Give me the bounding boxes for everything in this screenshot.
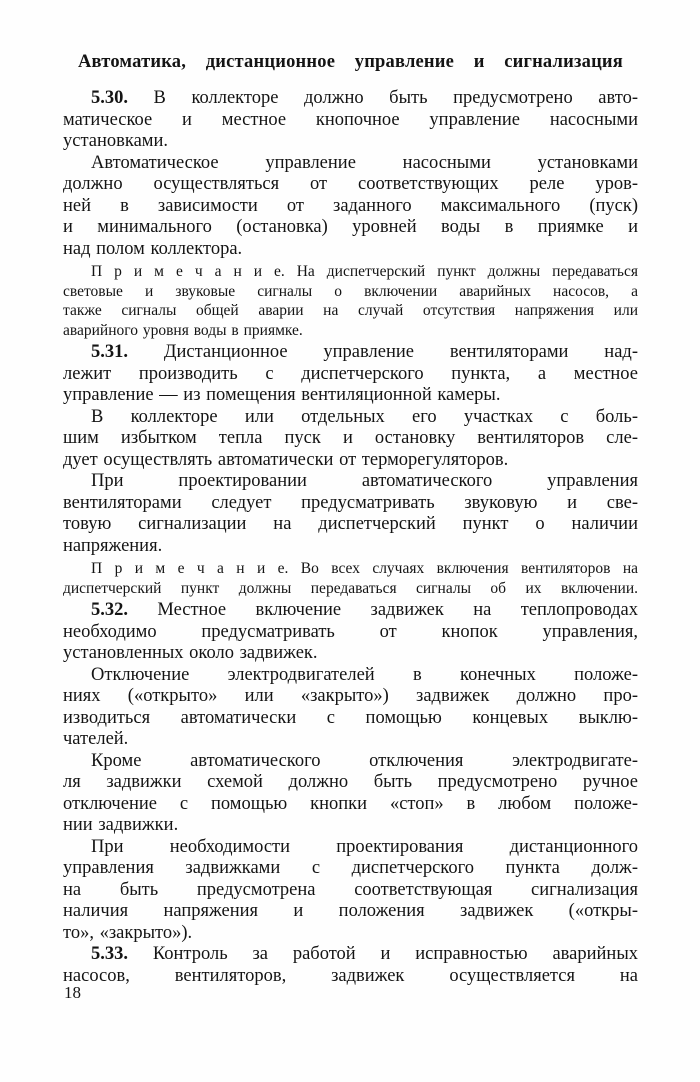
- text-line: 5.33. Контроль за работой и исправностью аварийных: [91, 944, 638, 964]
- text-line: матическое и местное кнопочное управление насосными: [63, 109, 638, 130]
- text-line: чателей.: [63, 729, 129, 749]
- text-line: должно осуществляться от соответствующих реле уров-: [63, 174, 638, 194]
- text-line: нии задвижки.: [63, 815, 179, 835]
- text-line: изводиться автоматически с помощью концевых выклю-: [63, 707, 638, 728]
- text-line: наличия напряжения и положения задвижек («откры-: [63, 901, 638, 921]
- body-paragraph: [63, 88, 638, 153]
- text-line: насосов, вентиляторов, задвижек осуществляется на: [63, 965, 638, 986]
- text-line: Отключение электродвигателей в конечных положе-: [91, 664, 638, 685]
- note-paragraph: [63, 559, 638, 598]
- body-paragraph: [63, 471, 638, 557]
- text-line: ней в зависимости от заданного максимального (пуск): [63, 195, 638, 216]
- text-line: шим избытком тепла пуск и остановку вентиляторов сле-: [63, 428, 638, 448]
- note-paragraph: [63, 262, 638, 340]
- body-paragraph: [63, 751, 638, 837]
- text-line: установленных около задвижек.: [63, 643, 318, 663]
- body-paragraph: [63, 407, 638, 472]
- text-line: Кроме автоматического отключения электродвигате-: [91, 750, 638, 771]
- body-paragraph: [63, 665, 638, 751]
- text-line: напряжения.: [63, 535, 163, 556]
- text-line: вентиляторами следует предусматривать звуковую и све-: [63, 492, 638, 513]
- text-line: то», «закрыто»).: [63, 922, 193, 943]
- text-line: 5.32. Местное включение задвижек на теплопроводах: [91, 600, 638, 620]
- text-line: над полом коллектора.: [63, 238, 243, 259]
- page-number: 18: [64, 983, 81, 1002]
- text-line: При проектировании автоматического управления: [91, 471, 638, 491]
- page-content: [63, 50, 638, 987]
- section-heading: Автоматика, дистанционное управление и сигнализация: [78, 52, 623, 72]
- clause-number: 5.30.: [91, 88, 128, 108]
- text-line: необходимо предусматривать от кнопок управления,: [63, 621, 638, 642]
- text-line: В коллекторе или отдельных его участках с боль-: [91, 406, 638, 427]
- text-line: отключение с помощью кнопки «стоп» в любом положе-: [63, 793, 638, 814]
- clause-number: 5.31.: [91, 342, 128, 362]
- text-line: диспетчерский пункт должны передаваться сигналы об их включении.: [63, 579, 638, 597]
- text-line: управления задвижками с диспетчерского пункта долж-: [63, 858, 638, 878]
- text-line: аварийного уровня воды в приямке.: [63, 321, 303, 339]
- text-line: Автоматическое управление насосными установками: [91, 152, 638, 173]
- clause-number: 5.33.: [91, 944, 128, 964]
- text-line: лежит производить с диспетчерского пункта, а местное: [63, 363, 638, 384]
- text-line: П р и м е ч а н и е. На диспетчерский пункт должны передаваться: [91, 263, 638, 280]
- text-line: товую сигнализации на диспетчерский пункт о наличии: [63, 514, 638, 534]
- text-line: и минимального (остановка) уровней воды в приямке и: [63, 217, 638, 237]
- text-line: ля задвижки схемой должно быть предусмотрено ручное: [63, 772, 638, 792]
- body-paragraph: [63, 153, 638, 261]
- text-line: П р и м е ч а н и е. Во всех случаях включения вентиляторов на: [91, 560, 638, 577]
- body-paragraph: [63, 342, 638, 407]
- text-line: 5.31. Дистанционное управление вентиляторами над-: [91, 342, 638, 362]
- text-line: также сигналы общей аварии на случай отсутствия напряжения или: [63, 302, 638, 319]
- clause-number: 5.32.: [91, 600, 128, 620]
- body-paragraph: [63, 600, 638, 665]
- text-line: дует осуществлять автоматически от терморегуляторов.: [63, 449, 509, 470]
- text-line: установками.: [63, 131, 169, 151]
- body-paragraph: [63, 944, 638, 987]
- text-line: световые и звуковые сигналы о включении аварийных насосов, а: [63, 282, 638, 300]
- text-line: При необходимости проектирования дистанционного: [91, 836, 638, 857]
- text-line: ниях («открыто» или «закрыто») задвижек должно про-: [63, 686, 638, 706]
- text-line: управление — из помещения вентиляционной камеры.: [63, 385, 501, 405]
- paragraphs-container: [63, 88, 638, 987]
- text-line: на быть предусмотрена соответствующая сигнализация: [63, 879, 638, 900]
- body-paragraph: [63, 837, 638, 945]
- text-line: 5.30. В коллекторе должно быть предусмотрено авто-: [91, 88, 638, 108]
